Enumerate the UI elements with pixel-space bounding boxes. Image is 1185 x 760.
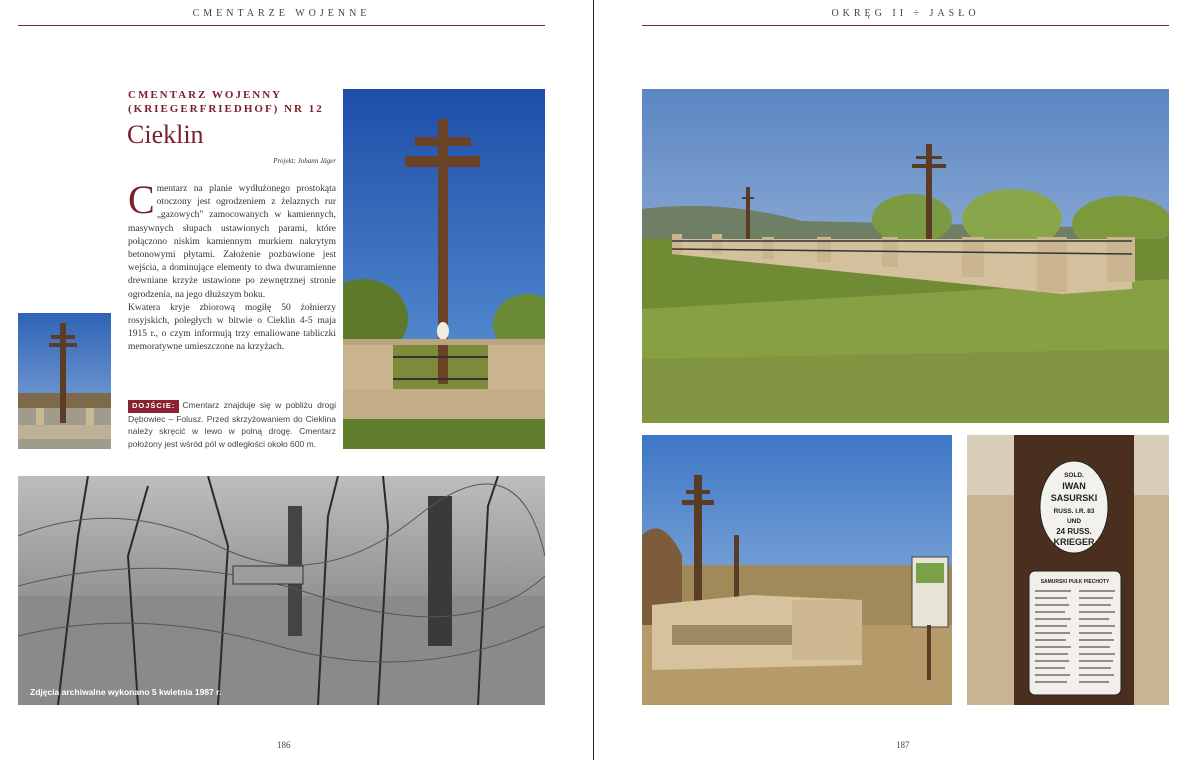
header-rule-left (18, 25, 545, 26)
header-rule-right (642, 25, 1169, 26)
directions-label: DOJŚCIE: (128, 400, 179, 413)
directions-text: Cmentarz znajduje się w pobliżu drogi Dębowiec – Folusz. Przed skrzyżowaniem do Cieklina należy skręcić w lewo w polną drogę. Cmentarz położony jest wśród pól w odległości około 600 m. (128, 400, 336, 449)
plaque-line-4: RUSS. I.R. 83 (1053, 508, 1095, 515)
plaque-line-6: 24 RUSS. (1056, 527, 1092, 536)
running-head-right: OKRĘG II ÷ JASŁO (831, 8, 980, 19)
plaque-line-3: SASURSKI (1050, 493, 1098, 503)
plaque-line-7: KRIEGER (1053, 537, 1095, 547)
cemetery-kicker (128, 88, 338, 116)
page-number-right: 187 (896, 740, 910, 750)
kicker-line-2: (KRIEGERFRIEDHOF) NR 12 (128, 103, 324, 115)
directions-block (128, 399, 336, 450)
body-paragraph-1 (128, 177, 336, 302)
body-paragraph-2: Kwatera kryje zbiorową mogiłę 50 żołnierzy rosyjskich, poległych w bitwie o Cieklin 4-5 maja 1915 r., o czym informują trzy emaliowane tabliczki memoratywne umieszczone na krzyżach. (128, 302, 336, 353)
cross-main-photo (343, 89, 545, 449)
cemetery-panorama-photo (642, 89, 1169, 423)
archival-bw-photo (18, 476, 545, 705)
body-text (128, 177, 336, 355)
regiment-title: SAMURSKI PUŁK PIECHOTY (1040, 579, 1110, 585)
kicker-line-1: CMENTARZ WOJENNY (128, 89, 283, 101)
body-para1-text: mentarz na planie wydłużonego prostokąta otoczony jest ogrodzeniem z żelaznych rur „gazowych" zamocowanych w kamiennych, masywnych słupach ustawionych parami, które połączono niskim kamiennym murkiem nakrytym betonowymi płytami. Założenie pozbawione jest wejścia, a dominujące elementy to dwa dwuramienne drewniane krzyże ustawione po zewnętrznej stronie ogrodzenia, na jego dłuższym boku. (128, 184, 336, 300)
plaque-line-5: UND (1066, 518, 1082, 525)
page-title: Cieklin (127, 120, 204, 149)
running-head-left: CMENTARZE WOJENNE (192, 8, 371, 19)
plaque-line-2: IWAN (1062, 481, 1086, 491)
right-page (594, 0, 1185, 760)
project-credit: Projekt: Johann Jäger (273, 157, 336, 165)
cemetery-side-photo (642, 435, 952, 705)
plaque-line-1: SOLD. (1064, 472, 1084, 479)
cross-thumbnail-photo (18, 313, 111, 449)
plaque-closeup-photo (967, 435, 1169, 705)
archival-caption: Zdjęcia archiwalne wykonano 5 kwietnia 1987 r. (30, 687, 222, 697)
page-number-left: 186 (277, 740, 291, 750)
drop-cap: C (128, 177, 155, 222)
